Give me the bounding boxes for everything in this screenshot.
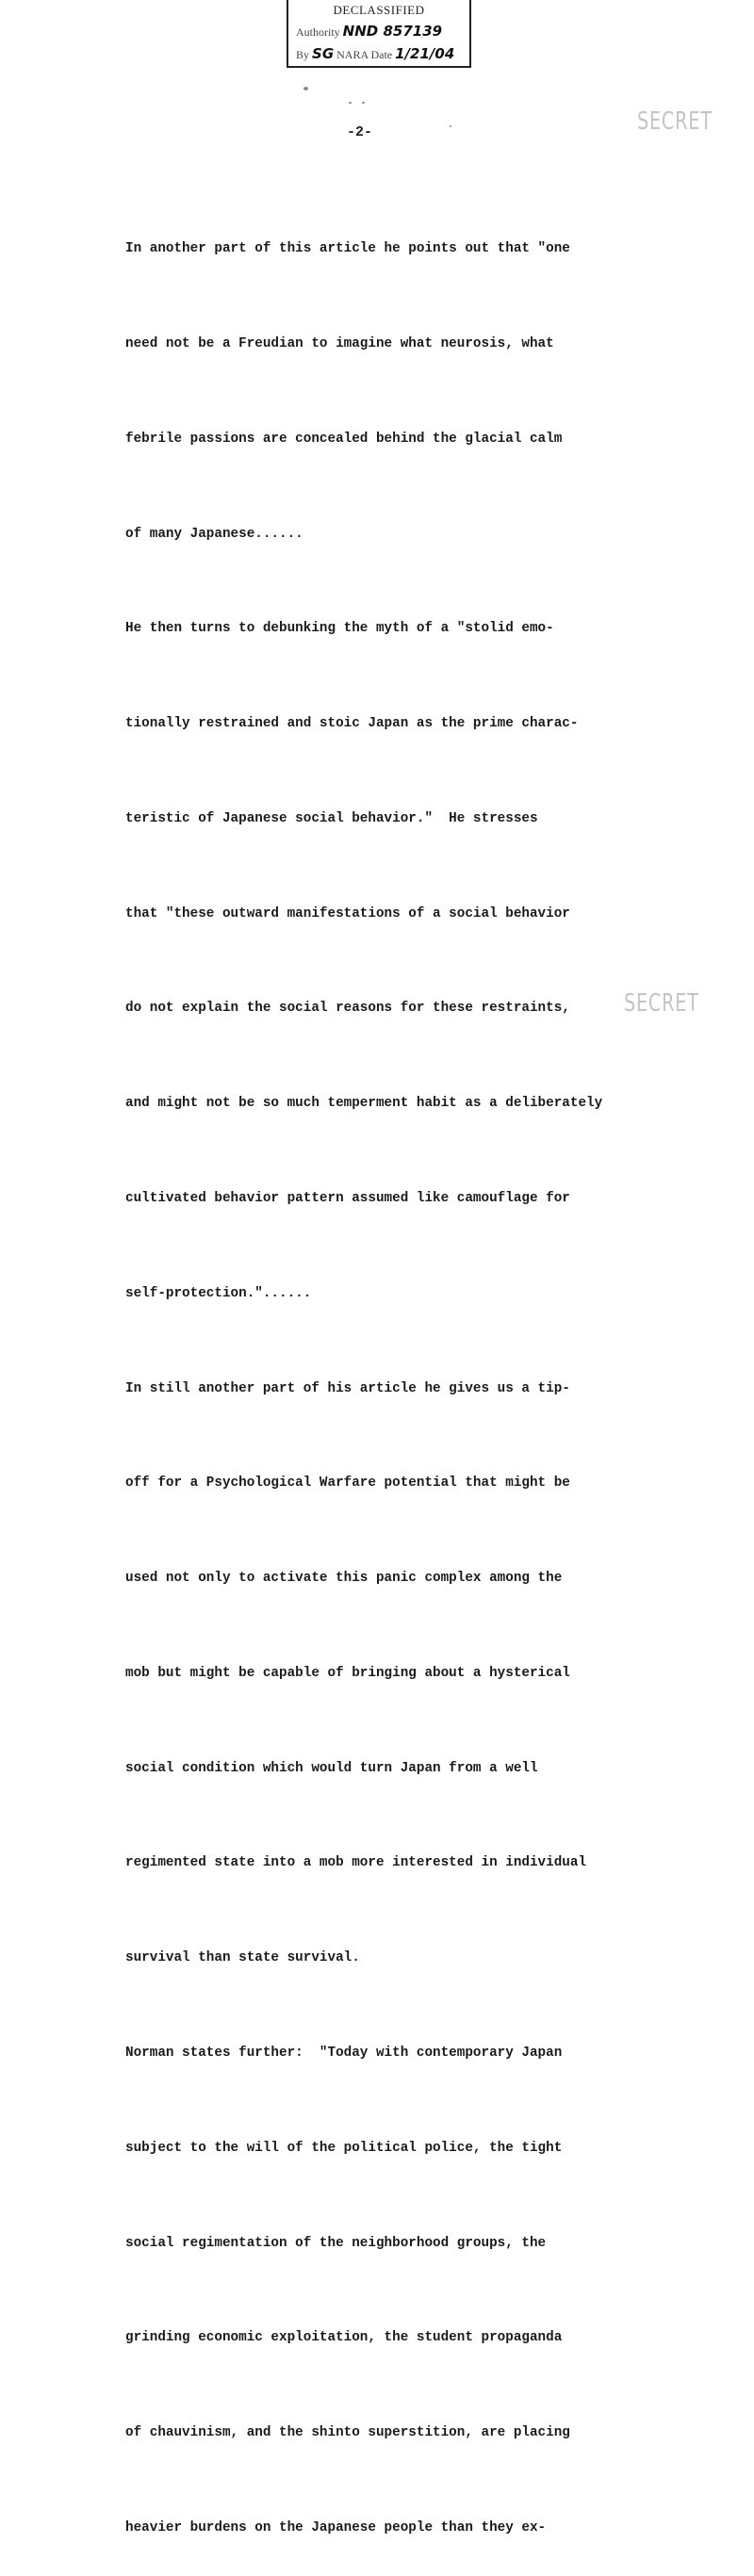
text-line: mob but might be capable of bringing about a hysterical bbox=[125, 1665, 570, 1681]
text-line: of chauvinism, and the shinto superstition, are placing bbox=[125, 2425, 570, 2441]
text-line: In still another part of his article he gives us a tip- bbox=[125, 1380, 570, 1396]
text-line: that "these outward manifestations of a social behavior bbox=[125, 905, 570, 921]
declassification-stamp bbox=[287, 0, 471, 68]
text-line: of many Japanese...... bbox=[125, 526, 303, 542]
classification-mark-bottom: SECRET bbox=[624, 989, 699, 1018]
scan-speck bbox=[362, 102, 365, 104]
text-line: subject to the will of the political police, the tight bbox=[125, 2140, 563, 2156]
text-line: need not be a Freudian to imagine what neurosis, what bbox=[125, 335, 554, 351]
stamp-by-label: By bbox=[296, 48, 310, 61]
page-number: -2- bbox=[347, 124, 373, 140]
text-line: regimented state into a mob more interested in individual bbox=[125, 1855, 587, 1871]
text-line: social condition which would turn Japan from a well bbox=[125, 1760, 538, 1776]
text-line: off for a Psychological Warfare potential that might be bbox=[125, 1475, 570, 1492]
text-line: grinding economic exploitation, the student propaganda bbox=[125, 2330, 563, 2346]
text-line: In another part of this article he points out that "one bbox=[125, 241, 570, 257]
classification-mark-top: SECRET bbox=[637, 107, 713, 136]
text-line: Norman states further: "Today with contemporary Japan bbox=[125, 2046, 563, 2062]
scan-speck bbox=[349, 102, 352, 104]
text-line: survival than state survival. bbox=[125, 1950, 360, 1966]
text-line: self-protection."...... bbox=[125, 1285, 312, 1301]
text-line: cultivated behavior pattern assumed like camouflage for bbox=[125, 1191, 570, 1206]
text-line: teristic of Japanese social behavior." He stresses bbox=[125, 810, 538, 826]
scan-speck bbox=[303, 87, 308, 90]
scan-speck bbox=[450, 125, 451, 127]
text-line: He then turns to debunking the myth of a "stolid emo- bbox=[125, 621, 554, 637]
text-line: and might not be so much temperment habit as a deliberately bbox=[125, 1096, 603, 1112]
stamp-by-line bbox=[296, 45, 454, 62]
stamp-by-value: SG bbox=[312, 45, 335, 62]
text-line: heavier burdens on the Japanese people than they ex- bbox=[125, 2519, 547, 2535]
stamp-authority-label: Authority bbox=[296, 25, 340, 39]
text-line: tionally restrained and stoic Japan as the prime charac- bbox=[125, 716, 579, 732]
stamp-date-label: NARA Date bbox=[336, 48, 393, 61]
stamp-authority-value: NND 857139 bbox=[342, 23, 443, 40]
text-line: do not explain the social reasons for these restraints, bbox=[125, 1001, 570, 1017]
text-line: febrile passions are concealed behind the glacial calm bbox=[125, 431, 563, 447]
text-line: used not only to activate this panic complex among the bbox=[125, 1571, 563, 1587]
stamp-date-value: 1/21/04 bbox=[395, 45, 455, 62]
document-body bbox=[125, 171, 691, 2576]
text-line: social regimentation of the neighborhood groups, the bbox=[125, 2235, 547, 2251]
stamp-title: DECLASSIFIED bbox=[333, 3, 425, 17]
stamp-authority-line bbox=[296, 23, 442, 40]
